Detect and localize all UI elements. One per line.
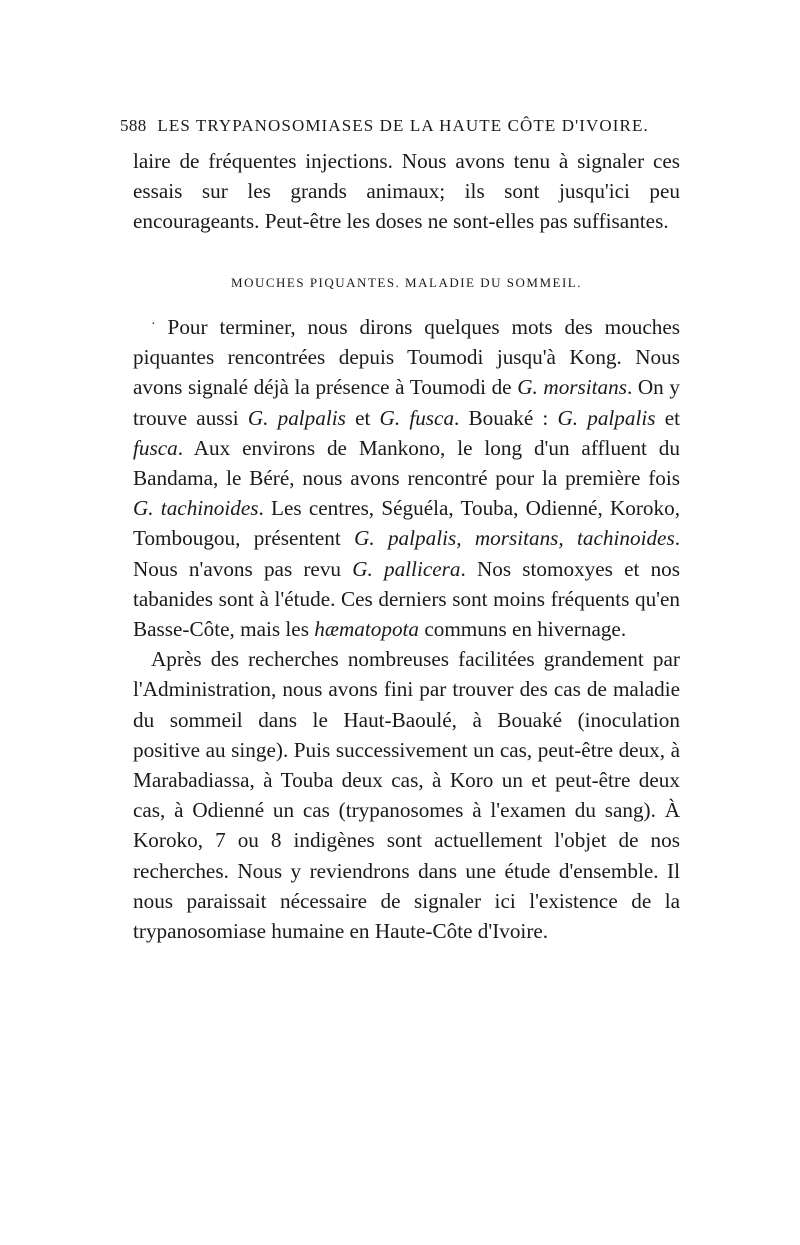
continuation-block [133, 146, 680, 237]
text-run: . Bouaké : [454, 405, 558, 430]
text-run: . Les centres, Séguéla, Touba, Odienné, Koroko, Tombougou, présentent [133, 496, 680, 551]
text-run: . Aux environs de Mankono, le long d'un affluent du Bandama, le Béré, nous avons rencontré pour la première fois [133, 435, 680, 491]
page-number: 588 [120, 116, 147, 135]
species-name: G. fusca [379, 405, 455, 430]
section-heading: MOUCHES PIQUANTES. MALADIE DU SOMMEIL. [231, 275, 582, 290]
text-run: et [345, 405, 380, 430]
species-name: G. palpalis [557, 405, 656, 430]
text-run: . On y trouve aussi [133, 375, 680, 430]
continuation-paragraph: laire de fréquentes injections. Nous avons tenu à signaler ces essais sur les grands animaux; ils sont jusqu'ici peu encourageants. Peut-être les doses ne sont-elles pas suffisantes. [133, 149, 680, 234]
text-run: Pour terminer, nous dirons quelques mots des mouches piquantes rencontrées depuis Toumodi jusqu'à Kong. Nous avons signalé déjà la présence à Toumodi de [133, 315, 680, 400]
species-name: hæmatopota [314, 617, 420, 642]
text-run: communs en hivernage. [419, 617, 627, 642]
running-header [120, 116, 680, 136]
paragraph-maladie: Après des recherches nombreuses facilitées grandement par l'Administration, nous avons fini par trouver des cas de maladie du sommeil dans le Haut-Baoulé, à Bouaké (inoculation positive au singe). Puis successivement un cas, peut-être deux, à Marabadiassa, à Touba deux cas, à Koro un et peut-être deux cas, à Odienné un cas (trypanosomes à l'examen du sang). À Koroko, 7 ou 8 indigènes sont actuellement l'objet de nos recherches. Nous y reviendrons dans une étude d'ensemble. Il nous paraissait nécessaire de signaler ici l'existence de la trypanosomiase humaine en Haute-Côte d'Ivoire. [133, 647, 680, 944]
species-name: G. tachinoides [133, 496, 259, 521]
margin-mark: · [151, 317, 156, 332]
text-run: . Nos stomoxyes et nos tabanides sont à l'étude. Ces derniers sont moins fréquents qu'en Basse-Côte, mais les [133, 556, 681, 642]
paragraph-mouches [133, 310, 680, 644]
species-name: fusca [133, 435, 178, 460]
species-name: G. pallicera [352, 556, 461, 581]
species-name: G. morsitans [517, 375, 627, 400]
running-title: LES TRYPANOSOMIASES DE LA HAUTE CÔTE D'IVOIRE. [157, 116, 649, 135]
main-text-block [133, 310, 680, 946]
text-run: et [655, 405, 680, 430]
text-run: . Nous n'avons pas revu [133, 526, 680, 581]
species-name: G. palpalis, morsitans, tachinoides [354, 526, 675, 551]
species-name: G. palpalis [247, 405, 346, 430]
